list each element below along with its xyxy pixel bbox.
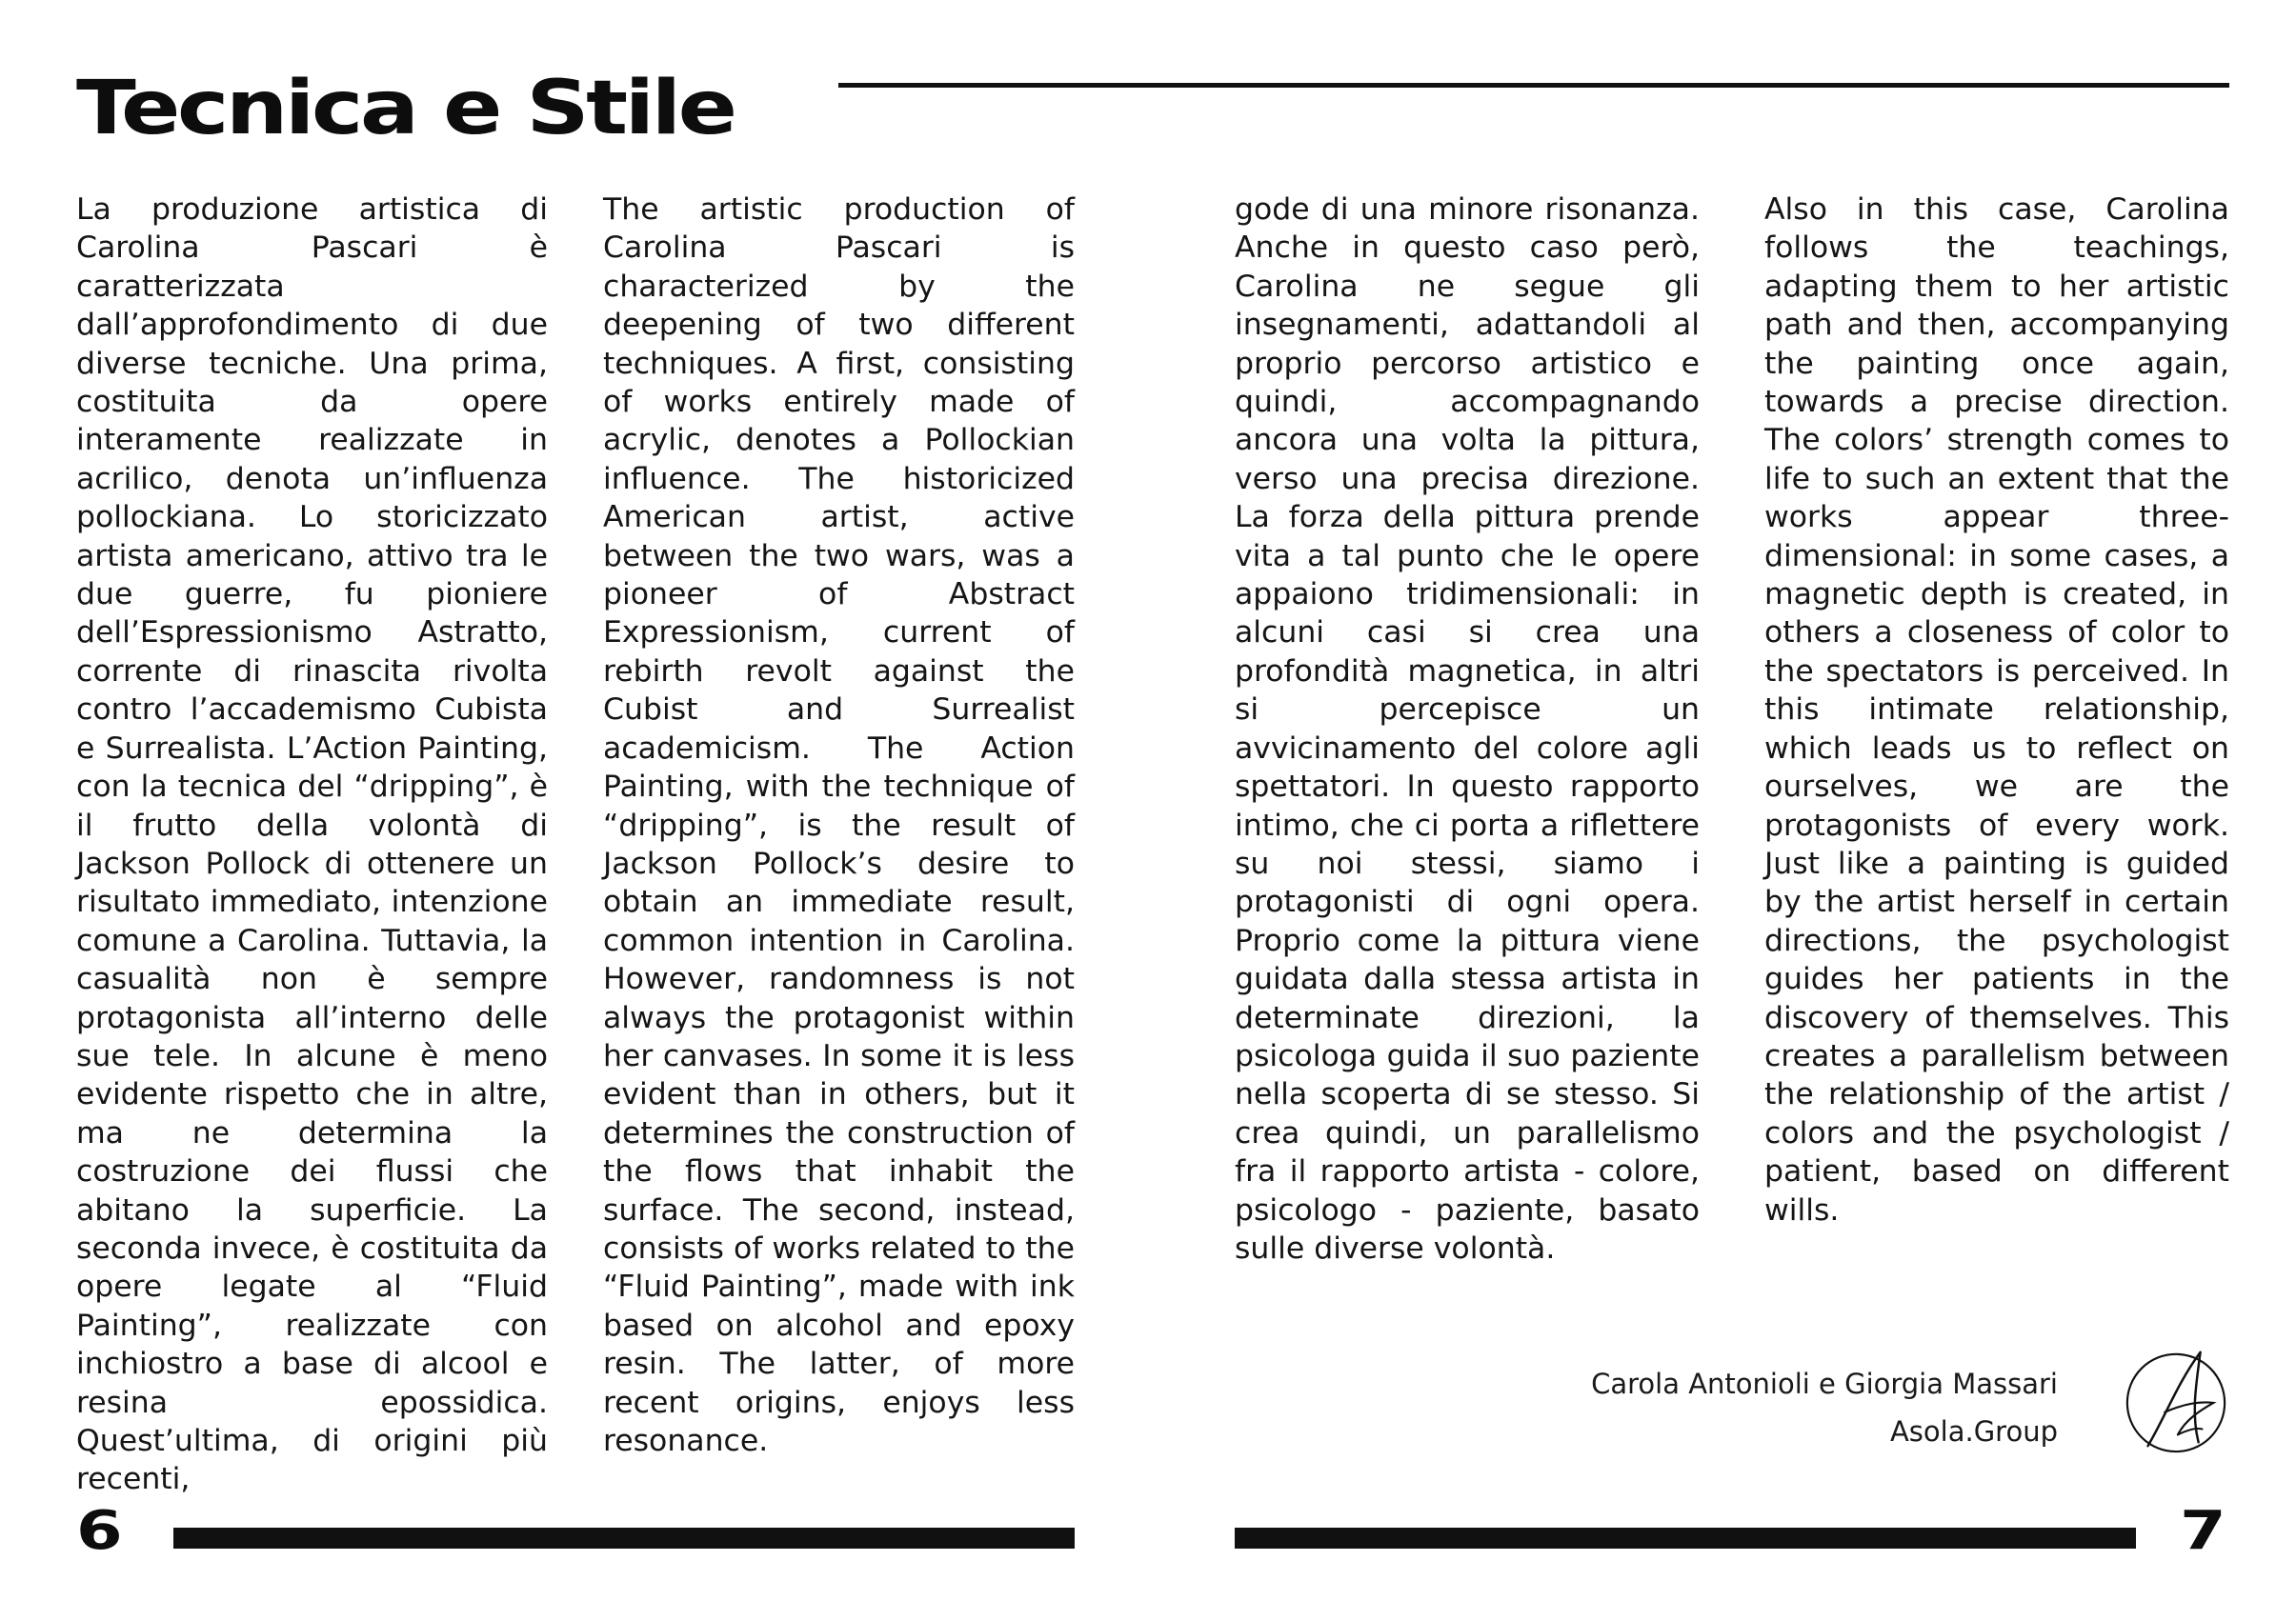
credits-block: [1591, 1360, 2058, 1455]
text-column-italian-1: La produzione artistica di Carolina Pascari è caratterizzata dall’approfondimento di due diverse tecniche. Una prima, costituita da opere interamente realizzate in acrilico, denota un’influenza pollockiana. Lo storicizzato artista americano, attivo tra le due guerre, fu pioniere dell’Espressionismo Astratto, corrente di rinascita rivolta contro l’accademismo Cubista e Surrealista. L’Action Painting, con la tecnica del “dripping”, è il frutto della volontà di Jackson Pollock di ottenere un risultato immediato, intenzione comune a Carolina. Tuttavia, la casualità non è sempre protagonista all’interno delle sue tele. In alcune è meno evidente rispetto che in altre, ma ne determina la costruzione dei flussi che abitano la superficie. La seconda invece, è costituita da opere legate al “Fluid Painting”, realizzate con inchiostro a base di alcool e resina epossidica. Quest’ultima, di origini più recenti,: [76, 192, 548, 1497]
footer-bar-right: [1235, 1528, 2136, 1549]
asola-logo-icon: [2120, 1345, 2232, 1457]
text-column-english-2: Also in this case, Carolina follows the teachings, adapting them to her artistic path and then, accompanying the painting once again, towards a precise direction. The colors’ strength comes to life to such an extent that the works appear three-dimensional: in some cases, a magnetic depth is created, in others a closeness of color to the spectators is perceived. In this intimate relationship, which leads us to reflect on ourselves, we are the protagonists of every work. Just like a painting is guided by the artist herself in certain directions, the psychologist guides her patients in the discovery of themselves. This creates a parallelism between the relationship of the artist / colors and the psychologist / patient, based on different wills.: [1764, 192, 2229, 1228]
header-rule: [838, 83, 2229, 88]
page-title: Tecnica e Stile: [76, 66, 735, 151]
text-column-italian-2: gode di una minore risonanza. Anche in questo caso però, Carolina ne segue gli insegnamenti, adattandoli al proprio percorso artistico e quindi, accompagnando ancora una volta la pittura, verso una precisa direzione. La forza della pittura prende vita a tal punto che le opere appaiono tridimensionali: in alcuni casi si crea una profondità magnetica, in altri si percepisce un avvicinamento del colore agli spettatori. In questo rapporto intimo, che ci porta a riflettere su noi stessi, siamo i protagonisti di ogni opera. Proprio come la pittura viene guidata dalla stessa artista in determinate direzioni, la psicologa guida il suo paziente nella scoperta di se stesso. Si crea quindi, un parallelismo fra il rapporto artista - colore, psicologo - paziente, basato sulle diverse volontà.: [1235, 192, 1700, 1266]
credits-authors: Carola Antonioli e Giorgia Massari: [1591, 1368, 2058, 1400]
page-number-left: 6: [76, 1500, 123, 1562]
text-column-english-1: The artistic production of Carolina Pascari is characterized by the deepening of two different techniques. A first, consisting of works entirely made of acrylic, denotes a Pollockian influence. The historicized American artist, active between the two wars, was a pioneer of Abstract Expressionism, current of rebirth revolt against the Cubist and Surrealist academicism. The Action Painting, with the technique of “dripping”, is the result of Jackson Pollock’s desire to obtain an immediate result, common intention in Carolina. However, randomness is not always the protagonist within her canvases. In some it is less evident than in others, but it determines the construction of the flows that inhabit the surface. The second, instead, consists of works related to the “Fluid Painting”, made with ink based on alcohol and epoxy resin. The latter, of more recent origins, enjoys less resonance.: [603, 192, 1075, 1458]
credits-group: Asola.Group: [1889, 1415, 2058, 1448]
page-number-right: 7: [2180, 1500, 2226, 1562]
footer-bar-left: [173, 1528, 1075, 1549]
